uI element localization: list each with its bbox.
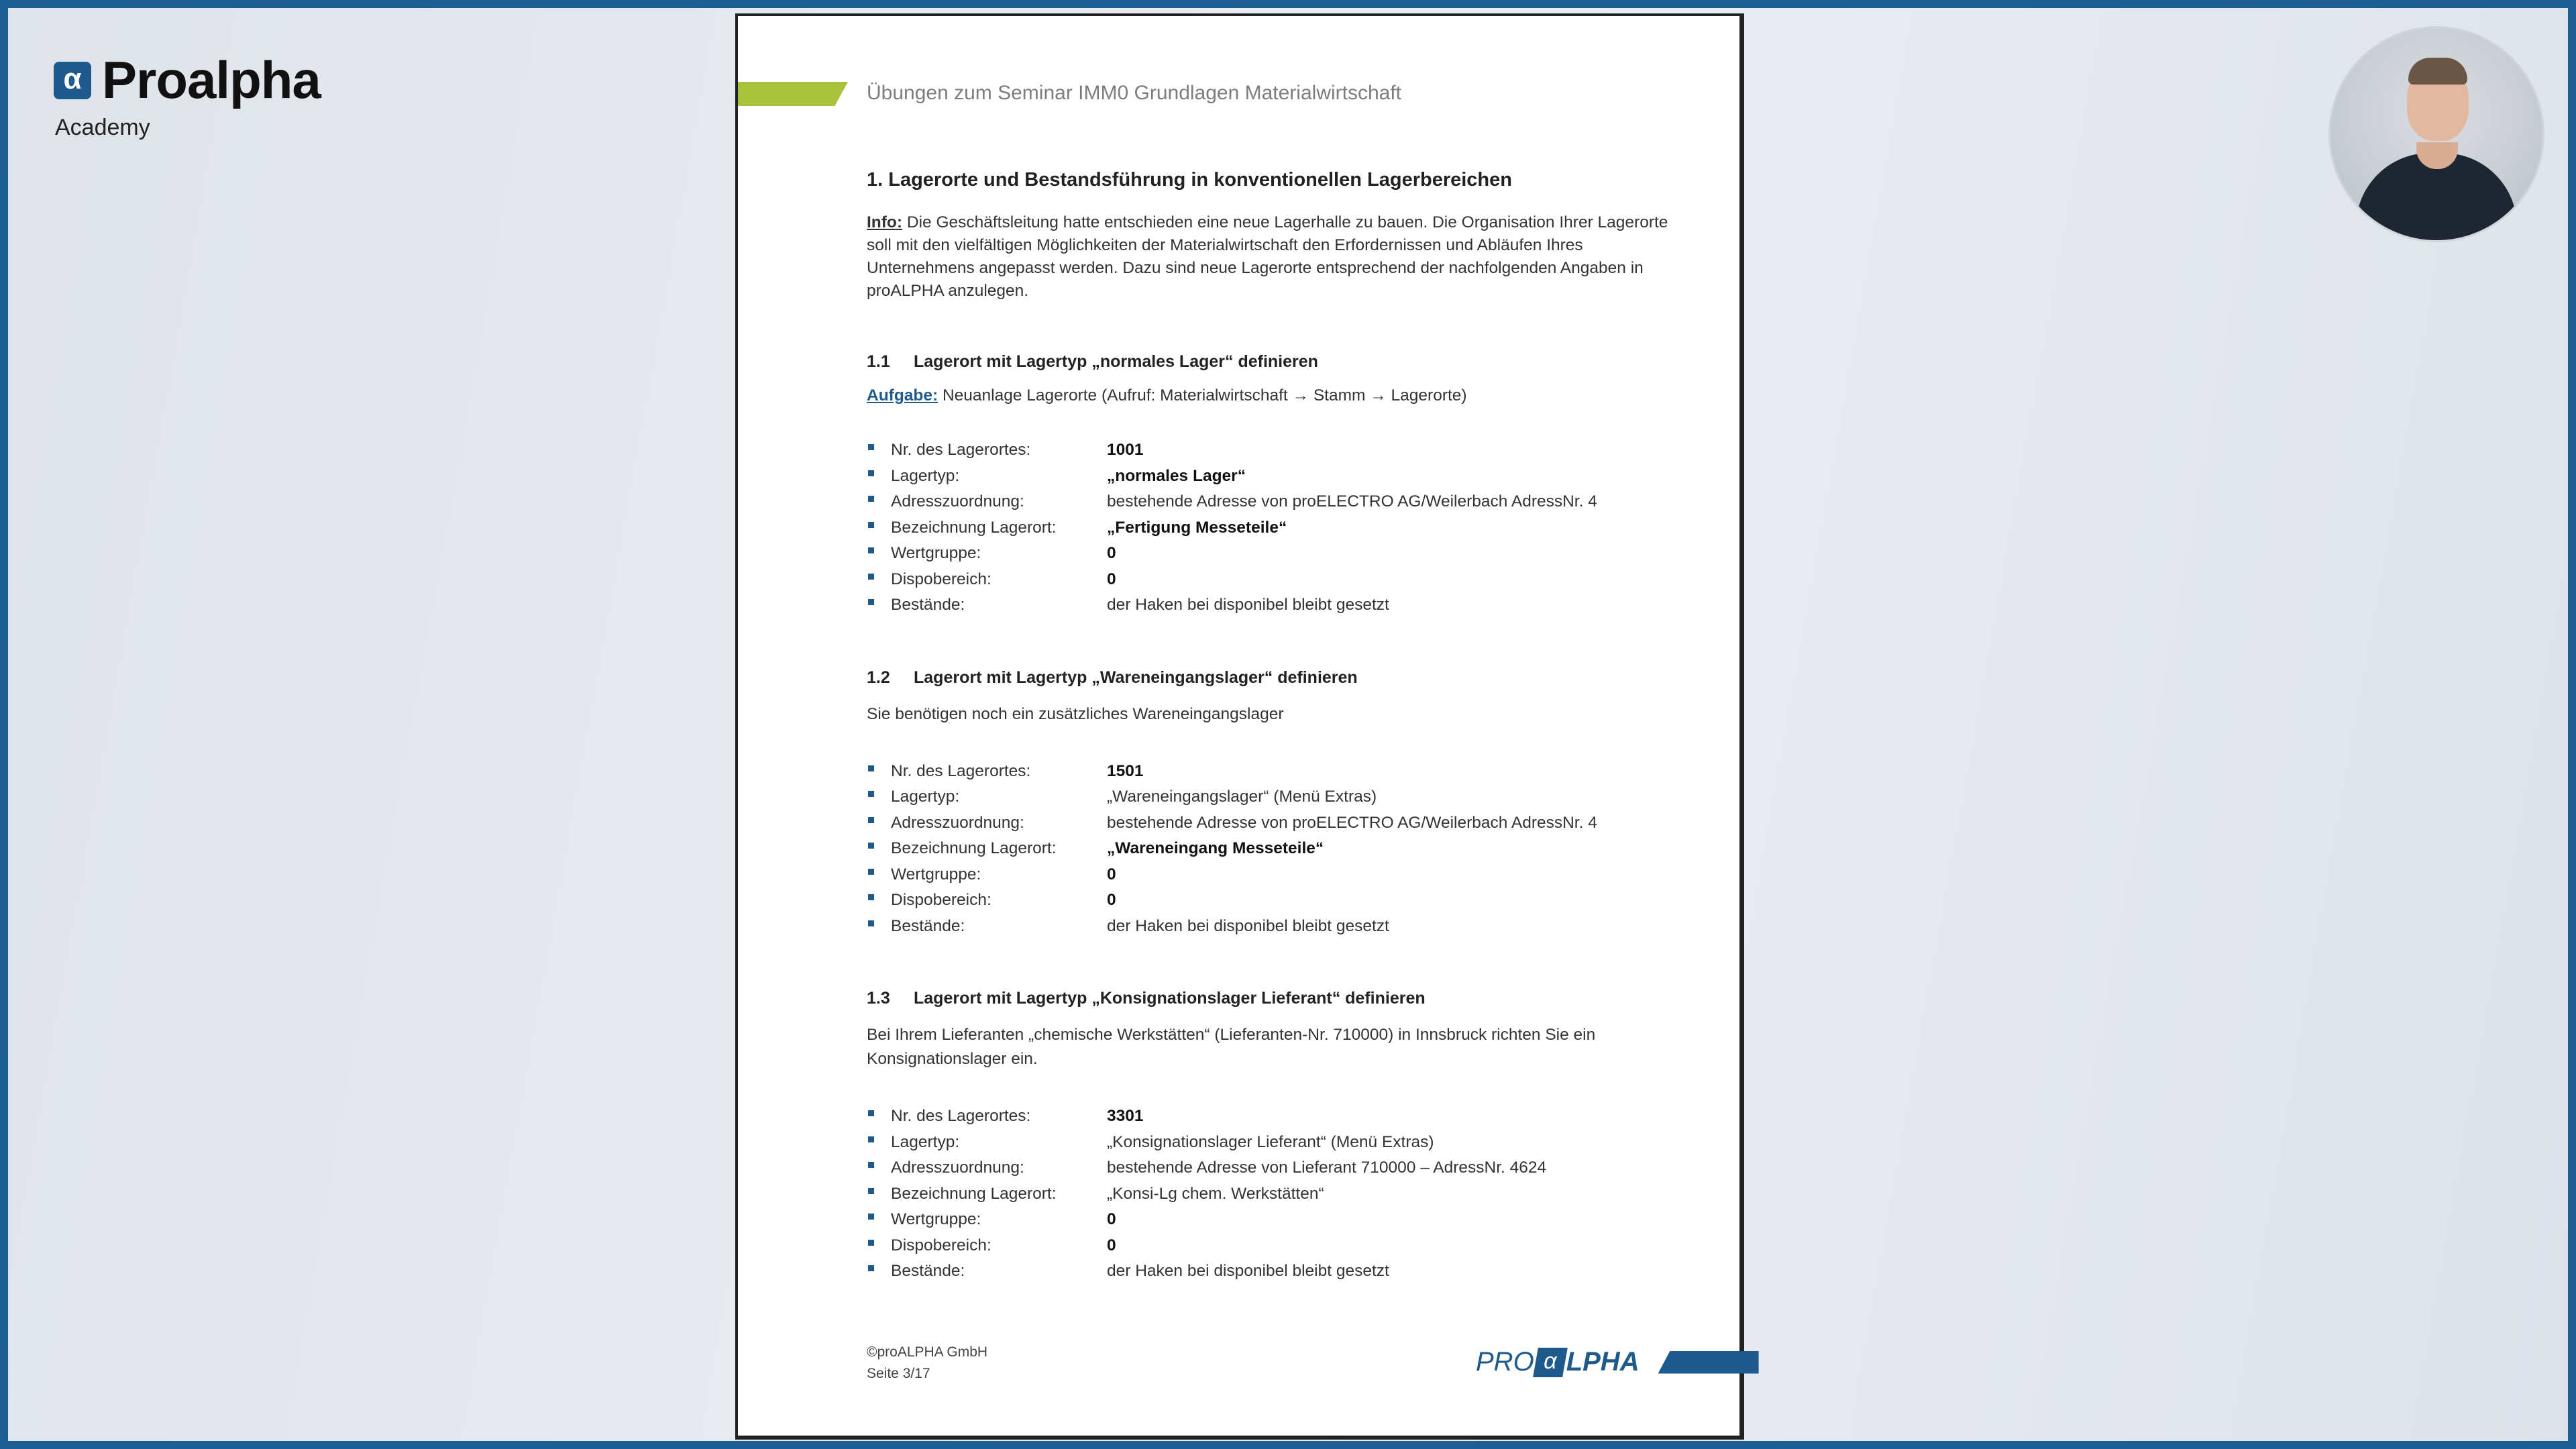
spec-key: Lagertyp: [891, 466, 960, 485]
spec-key: Wertgruppe: [891, 544, 981, 563]
spec-value: der Haken bei disponibel bleibt gesetzt [1107, 596, 1389, 614]
spec-list-1-3 [867, 1104, 1672, 1285]
spec-key: Nr. des Lagerortes: [891, 1107, 1031, 1126]
spec-key: Adresszuordnung: [891, 813, 1024, 832]
list-item [867, 784, 1672, 810]
presenter-hair [2408, 58, 2467, 85]
spec-key: Dispobereich: [891, 1236, 991, 1254]
list-item [867, 888, 1672, 914]
spec-value: 0 [1107, 1210, 1116, 1229]
list-item [867, 437, 1672, 464]
spec-key: Adresszuordnung: [891, 492, 1024, 511]
spec-value: bestehende Adresse von Lieferant 710000 – AdressNr. 4624 [1107, 1159, 1547, 1177]
brand-logo [54, 50, 321, 141]
footer-copyright: ©proALPHA GmbH [867, 1344, 988, 1360]
spec-key: Lagertyp: [891, 1132, 960, 1151]
list-item [867, 541, 1672, 567]
spec-key: Wertgruppe: [891, 1210, 981, 1229]
list-item [867, 862, 1672, 888]
spec-value: der Haken bei disponibel bleibt gesetzt [1107, 1262, 1389, 1281]
running-header: Übungen zum Seminar IMM0 Grundlagen Materialwirtschaft [867, 82, 1402, 104]
list-item [867, 1104, 1672, 1130]
list-item [867, 1207, 1672, 1233]
list-item [867, 489, 1672, 515]
subsection-heading-1-2 [867, 668, 1672, 688]
spec-list-1-1 [867, 437, 1672, 619]
subsection-number: 1.3 [867, 989, 890, 1008]
list-item [867, 1130, 1672, 1156]
spec-value: 1501 [1107, 761, 1144, 780]
task-text: Neuanlage Lagerorte (Aufruf: Materialwirtschaft → Stamm → Lagerorte) [938, 386, 1467, 405]
spec-value: „Konsi-Lg chem. Werkstätten“ [1107, 1184, 1324, 1203]
spec-value: 0 [1107, 570, 1116, 588]
logo-text-lpha: LPHA [1566, 1347, 1640, 1377]
spec-value: „normales Lager“ [1107, 466, 1246, 485]
info-label: Info: [867, 213, 903, 231]
spec-value: „Fertigung Messeteile“ [1107, 518, 1287, 537]
info-paragraph [867, 211, 1672, 303]
page-footer [867, 1342, 987, 1385]
spec-value: 0 [1107, 544, 1116, 563]
alpha-logo-icon: α [54, 62, 91, 99]
spec-key: Lagertyp: [891, 788, 960, 806]
section-heading: 1. Lagerorte und Bestandsführung in konventionellen Lagerbereichen [867, 169, 1512, 191]
spec-value: bestehende Adresse von proELECTRO AG/Weilerbach AdressNr. 4 [1107, 492, 1597, 511]
spec-value: 0 [1107, 891, 1116, 910]
spec-value: „Wareneingangslager“ (Menü Extras) [1107, 788, 1377, 806]
document-content [867, 169, 1672, 1285]
list-item [867, 1233, 1672, 1259]
spec-key: Bestände: [891, 916, 965, 935]
list-item [867, 515, 1672, 541]
logo-text-pro: PRO [1476, 1347, 1534, 1377]
spec-key: Wertgruppe: [891, 865, 981, 883]
spec-list-1-2 [867, 759, 1672, 940]
info-text: Die Geschäftsleitung hatte entschieden eine neue Lagerhalle zu bauen. Die Organisation Ihrer Lagerorte soll mit den vielfältigen Möglichkeiten der Materialwirtschaft den Erfordernissen und Abläufen Ihres Unternehmens angepasst werden. Dazu sind neue Lagerorte entsprechend der nachfolgenden Angaben in proALPHA anzulegen. [867, 213, 1668, 300]
subsection-number: 1.2 [867, 667, 890, 687]
spec-key: Dispobereich: [891, 570, 991, 588]
brand-subtitle: Academy [55, 115, 150, 140]
list-item [867, 759, 1672, 785]
spec-key: Nr. des Lagerortes: [891, 761, 1031, 780]
spec-value: der Haken bei disponibel bleibt gesetzt [1107, 916, 1389, 935]
spec-value: „Konsignationslager Lieferant“ (Menü Extras) [1107, 1132, 1434, 1151]
presenter-webcam [2330, 28, 2542, 240]
spec-key: Bezeichnung Lagerort: [891, 518, 1057, 537]
subsection-title: Lagerort mit Lagertyp „normales Lager“ definieren [914, 352, 1318, 371]
spec-key: Bestände: [891, 596, 965, 614]
logo-accent-bar [1658, 1351, 1759, 1374]
spec-value: 0 [1107, 865, 1116, 883]
brand-name: Proalpha [102, 50, 321, 109]
task-line [867, 386, 1672, 405]
list-item [867, 1155, 1672, 1181]
subsection-intro: Sie benötigen noch ein zusätzliches Wareneingangslager [867, 704, 1284, 723]
list-item [867, 592, 1672, 619]
spec-value: bestehende Adresse von proELECTRO AG/Weilerbach AdressNr. 4 [1107, 813, 1597, 832]
spec-key: Nr. des Lagerortes: [891, 441, 1031, 460]
alpha-logo-icon: α [1533, 1348, 1568, 1377]
spec-key: Bezeichnung Lagerort: [891, 1184, 1057, 1203]
task-label: Aufgabe: [867, 386, 938, 405]
list-item [867, 914, 1672, 940]
list-item [867, 567, 1672, 593]
subsection-heading-1-3 [867, 989, 1672, 1008]
footer-proalpha-logo [1476, 1347, 1759, 1377]
list-item [867, 1181, 1672, 1208]
spec-value: 3301 [1107, 1107, 1144, 1126]
spec-value: 0 [1107, 1236, 1116, 1254]
list-item [867, 464, 1672, 490]
subsection-heading-1-1 [867, 352, 1672, 372]
list-item [867, 1258, 1672, 1285]
subsection-title: Lagerort mit Lagertyp „Wareneingangslager“ definieren [914, 667, 1358, 687]
subsection-number: 1.1 [867, 352, 890, 371]
spec-key: Bestände: [891, 1262, 965, 1281]
list-item [867, 836, 1672, 862]
spec-value: 1001 [1107, 441, 1144, 460]
document-page [735, 13, 1744, 1440]
subsection-title: Lagerort mit Lagertyp „Konsignationslager Lieferant“ definieren [914, 989, 1426, 1008]
spec-value: „Wareneingang Messeteile“ [1107, 839, 1324, 858]
subsection-intro: Bei Ihrem Lieferanten „chemische Werkstätten“ (Lieferanten-Nr. 710000) in Innsbruck richten Sie ein Konsignationslager ein. [867, 1026, 1596, 1068]
footer-page-number: Seite 3/17 [867, 1366, 930, 1381]
spec-key: Dispobereich: [891, 891, 991, 910]
presentation-stage [8, 8, 2568, 1441]
spec-key: Adresszuordnung: [891, 1159, 1024, 1177]
list-item [867, 810, 1672, 837]
spec-key: Bezeichnung Lagerort: [891, 839, 1057, 858]
header-accent-bar [738, 82, 848, 106]
